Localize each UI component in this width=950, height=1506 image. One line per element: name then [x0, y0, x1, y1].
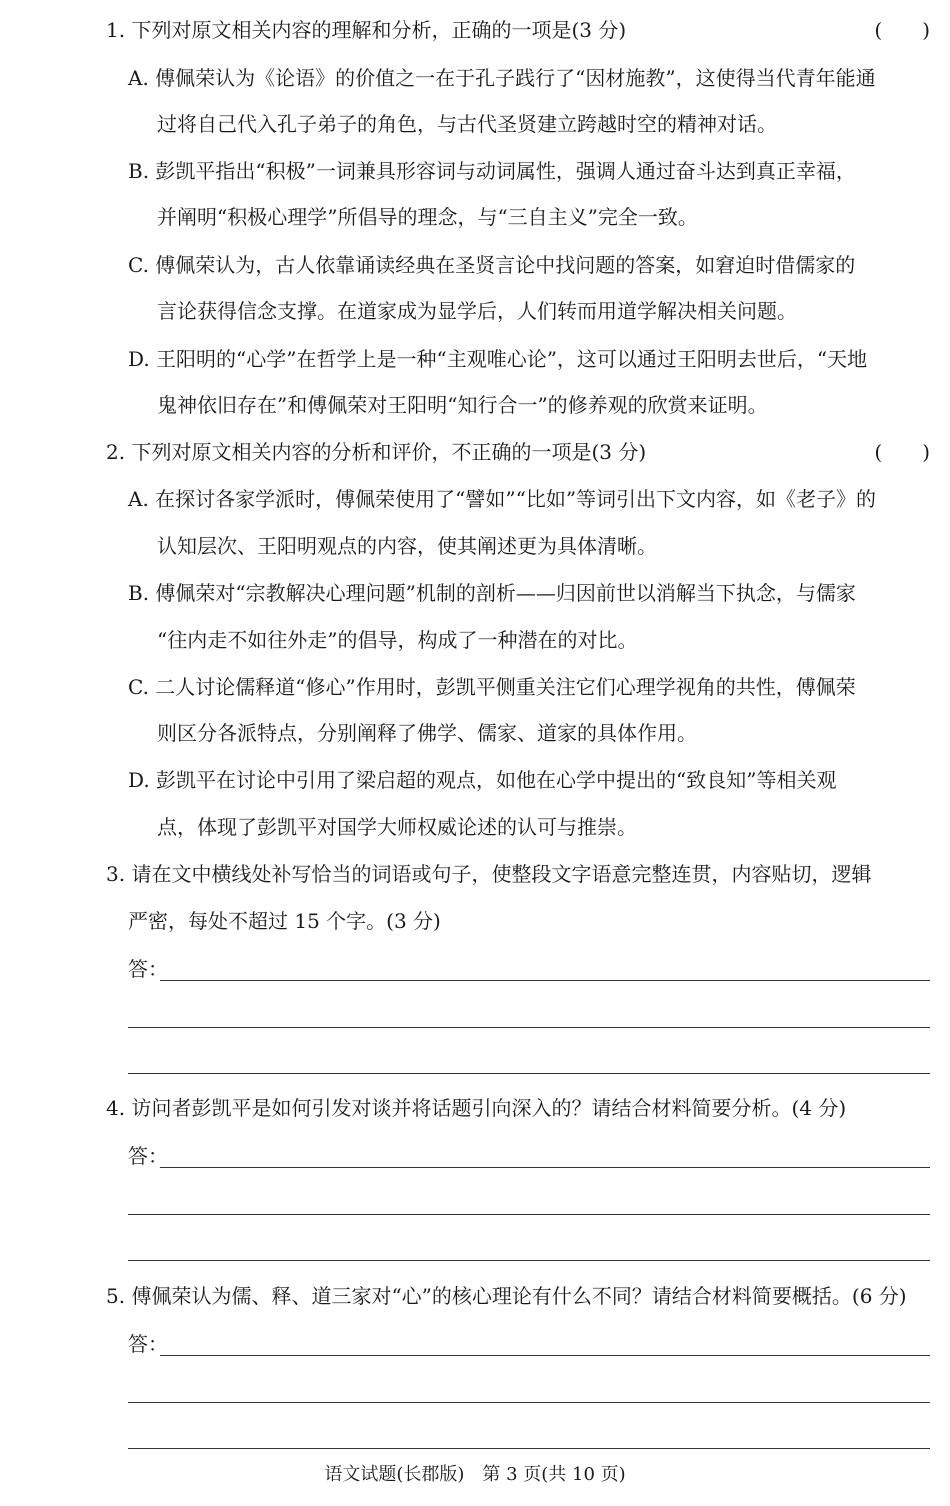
q2-option-a-line1: A. 在探讨各家学派时，傅佩荣使用了“譬如”“比如”等词引出下文内容，如《老子》的 [128, 487, 877, 511]
q2-answer-bracket: ( ) [874, 440, 930, 464]
q2-option-c-line1: C. 二人讨论儒释道“修心”作用时，彭凯平侧重关注它们心理学视角的共性，傅佩荣 [128, 675, 856, 699]
q2-option-d-line2: 点，体现了彭凯平对国学大师权威论述的认可与推崇。 [157, 815, 637, 839]
q3-stem-line2: 严密，每处不超过 15 个字。(3 分) [128, 909, 441, 933]
q4-answer-line-2[interactable] [128, 1214, 930, 1215]
q5-answer-line-1[interactable] [160, 1355, 930, 1356]
q3-answer-line-1[interactable] [160, 980, 930, 981]
q4-answer-line-3[interactable] [128, 1260, 930, 1261]
q3-answer-line-2[interactable] [128, 1027, 930, 1028]
q1-option-b-line2: 并阐明“积极心理学”所倡导的理念，与“三自主义”完全一致。 [157, 205, 698, 229]
q3-stem-line1: 3. 请在文中横线处补写恰当的词语或句子，使整段文字语意完整连贯，内容贴切，逻辑 [106, 862, 872, 886]
q2-option-b-line1: B. 傅佩荣对“宗教解决心理问题”机制的剖析——归因前世以消解当下执念，与儒家 [128, 581, 856, 605]
q3-answer-line-3[interactable] [128, 1073, 930, 1074]
page-footer: 语文试题(长郡版) 第 3 页(共 10 页) [324, 1464, 626, 1485]
q2-stem: 2. 下列对原文相关内容的分析和评价，不正确的一项是(3 分) [106, 440, 647, 464]
q4-answer-label: 答： [128, 1144, 168, 1168]
q3-answer-label: 答： [128, 957, 168, 981]
q5-answer-line-3[interactable] [128, 1448, 930, 1449]
q2-option-b-line2: “往内走不如往外走”的倡导，构成了一种潜在的对比。 [157, 628, 638, 652]
q1-option-d-line1: D. 王阳明的“心学”在哲学上是一种“主观唯心论”，这可以通过王阳明去世后，“天地 [128, 347, 868, 371]
q5-stem: 5. 傅佩荣认为儒、释、道三家对“心”的核心理论有什么不同？请结合材料简要概括。(6 分) [106, 1284, 907, 1308]
q1-option-a-line1: A. 傅佩荣认为《论语》的价值之一在于孔子践行了“因材施教”，这使得当代青年能通 [128, 66, 876, 90]
q1-option-c-line2: 言论获得信念支撑。在道家成为显学后，人们转而用道学解决相关问题。 [157, 299, 797, 323]
q1-option-c-line1: C. 傅佩荣认为，古人依靠诵读经典在圣贤言论中找问题的答案，如窘迫时借儒家的 [128, 253, 856, 277]
q2-option-a-line2: 认知层次、王阳明观点的内容，使其阐述更为具体清晰。 [157, 534, 657, 558]
q1-option-d-line2: 鬼神依旧存在”和傅佩荣对王阳明“知行合一”的修养观的欣赏来证明。 [157, 393, 768, 417]
q5-answer-label: 答： [128, 1332, 168, 1356]
q4-answer-line-1[interactable] [160, 1167, 930, 1168]
q1-stem: 1. 下列对原文相关内容的理解和分析，正确的一项是(3 分) [106, 18, 627, 42]
q1-answer-bracket: ( ) [874, 18, 930, 42]
q2-option-d-line1: D. 彭凯平在讨论中引用了梁启超的观点，如他在心学中提出的“致良知”等相关观 [128, 768, 837, 792]
q4-stem: 4. 访问者彭凯平是如何引发对谈并将话题引向深入的？请结合材料简要分析。(4 分) [106, 1096, 847, 1120]
q5-answer-line-2[interactable] [128, 1402, 930, 1403]
q1-option-a-line2: 过将自己代入孔子弟子的角色，与古代圣贤建立跨越时空的精神对话。 [157, 112, 777, 136]
q1-option-b-line1: B. 彭凯平指出“积极”一词兼具形容词与动词属性，强调人通过奋斗达到真正幸福， [128, 159, 856, 183]
q2-option-c-line2: 则区分各派特点，分别阐释了佛学、儒家、道家的具体作用。 [157, 721, 697, 745]
